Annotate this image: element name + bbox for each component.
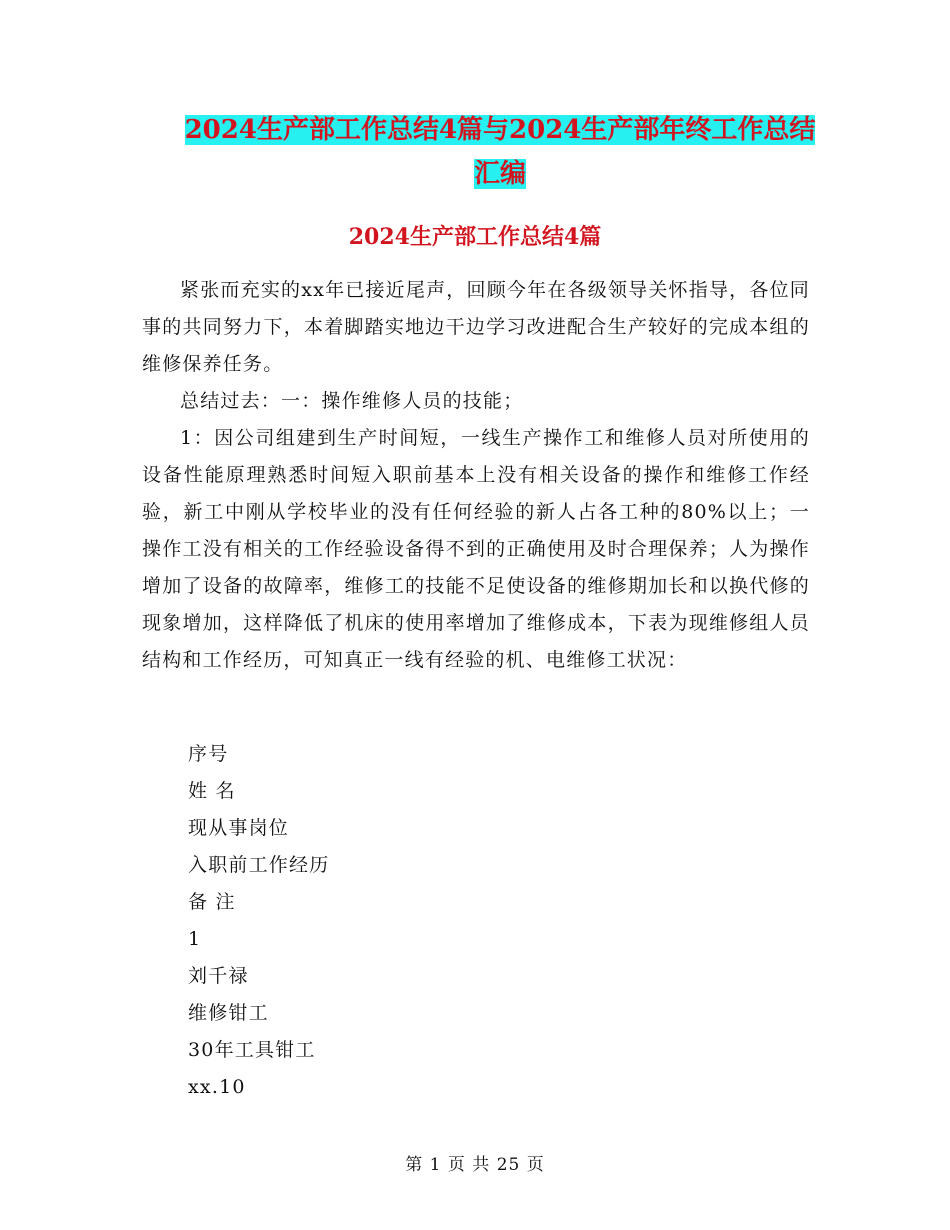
table-cell-name: 刘千禄 xyxy=(188,965,249,987)
table-header-index: 序号 xyxy=(188,743,229,765)
staff-table-as-list xyxy=(188,736,788,1106)
paragraph-summary-heading: 总结过去：一：操作维修人员的技能； xyxy=(180,390,524,412)
table-header-name: 姓 名 xyxy=(188,780,236,802)
table-cell-position: 维修钳工 xyxy=(188,1002,269,1024)
document-title-line-1: 2024生产部工作总结4篇与2024生产部年终工作总结 xyxy=(184,115,816,145)
table-header-position: 现从事岗位 xyxy=(188,817,290,839)
table-cell-index: 1 xyxy=(188,928,202,950)
section-title: 2024生产部工作总结4篇 xyxy=(348,224,602,250)
document-body xyxy=(142,272,810,679)
document-title-line-2: 汇编 xyxy=(473,159,526,189)
page-footer: 第 1 页 共 25 页 xyxy=(405,1155,545,1175)
paragraph-skills: 1：因公司组建到生产时间短，一线生产操作工和维修人员对所使用的设备性能原理熟悉时间短入职前基本上没有相关设备的操作和维修工作经验，新工中刚从学校毕业的没有任何经验的新人占各工种的80%以上；一操作工没有相关的工作经验设备得不到的正确使用及时合理保养；人为操作增加了设备的故障率，维修工的技能不足使设备的维修期加长和以换代修的现象增加，这样降低了机床的使用率增加了维修成本，下表为现维修组人员结构和工作经历，可知真正一线有经验的机、电维修工状况： xyxy=(142,427,810,671)
table-header-experience: 入职前工作经历 xyxy=(188,854,330,876)
document-title xyxy=(140,108,860,196)
paragraph-intro: 紧张而充实的xx年已接近尾声，回顾今年在各级领导关怀指导，各位同事的共同努力下，本着脚踏实地边干边学习改进配合生产较好的完成本组的维修保养任务。 xyxy=(142,279,810,375)
table-cell-experience: 30年工具钳工 xyxy=(188,1039,316,1061)
table-header-remarks: 备 注 xyxy=(188,891,236,913)
table-cell-remarks: xx.10 xyxy=(188,1076,246,1098)
